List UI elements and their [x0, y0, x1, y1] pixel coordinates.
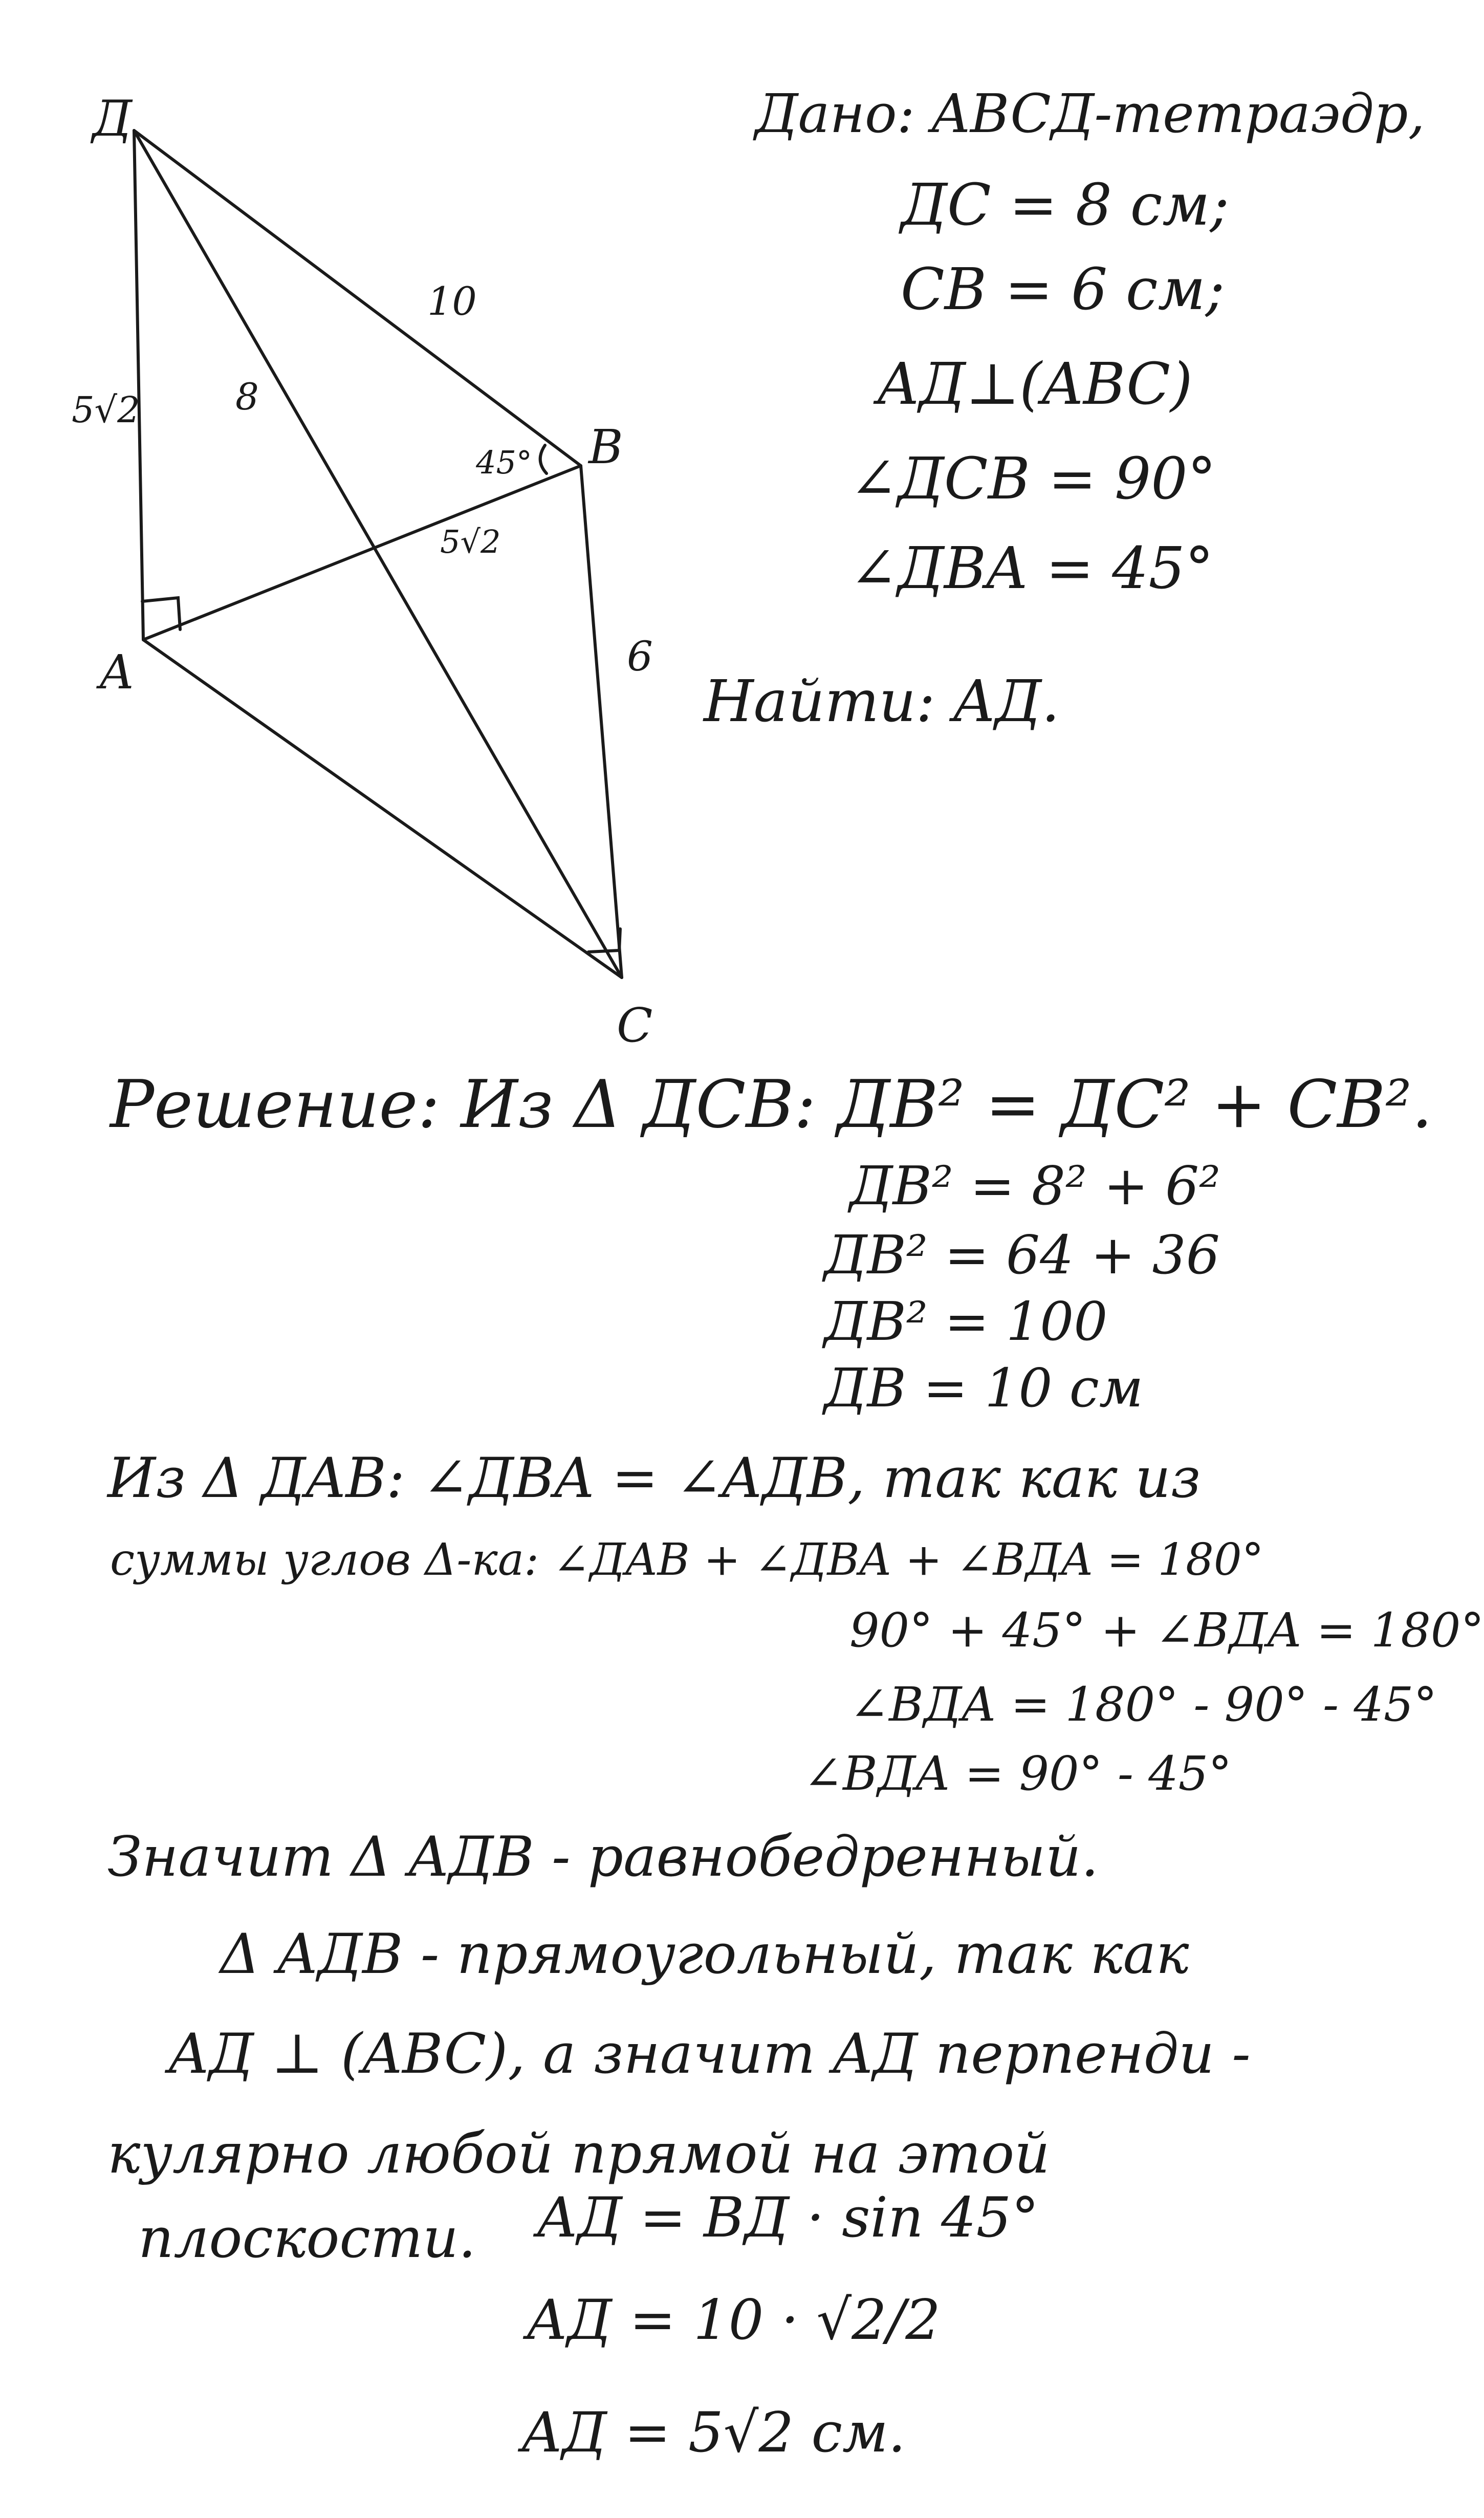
find-line: Найти: AД.: [704, 668, 1060, 735]
given-line-3: CB = 6 см;: [901, 256, 1225, 323]
given-line-2: ДC = 8 см;: [901, 172, 1229, 238]
angle-label-B: 45°: [476, 444, 532, 481]
step-line-3: ДB² = 100: [824, 1290, 1108, 1353]
given-line-6: ∠ДBA = 45°: [849, 535, 1214, 602]
vertex-label-C: C: [617, 998, 653, 1053]
edge-AC: [143, 640, 622, 978]
edge-DB: [134, 131, 581, 466]
conclusion-line-2: Δ AДB - прямоугольный, так как: [220, 1922, 1189, 1986]
edge-label-AB: 5√2: [440, 523, 501, 560]
given-line-1: Дано: ABCД-тетраэдр,: [755, 82, 1425, 145]
step-line-4: ДB = 10 см: [824, 1357, 1144, 1419]
edge-DC: [134, 131, 622, 978]
dab-line-1: Из Δ ДAB: ∠ДBA = ∠AДB, так как из: [107, 1446, 1201, 1510]
given-line-5: ∠ДCB = 90°: [849, 446, 1216, 512]
vertex-label-A: A: [100, 645, 134, 700]
edge-label-AD: 5√2: [72, 389, 140, 431]
edge-DA: [134, 131, 143, 640]
angle-step-2: ∠BДA = 180° - 90° - 45°: [849, 1677, 1437, 1732]
step-line-2: ДB² = 64 + 36: [824, 1224, 1220, 1286]
conclusion-line-1: Значит Δ AДB - равнобедренный.: [107, 1825, 1099, 1889]
edge-label-DB: 10: [427, 278, 477, 324]
conclusion-line-4: кулярно любой прямой на этой: [107, 2122, 1050, 2186]
right-angle-mark-A: [142, 598, 180, 630]
vertex-label-D: Д: [92, 90, 133, 147]
final-line-2: AД = 10 · √2/2: [527, 2288, 941, 2352]
vertex-label-B: B: [588, 420, 623, 474]
tetrahedron-figure: [0, 0, 665, 1053]
dab-line-2: суммы углов Δ-ка: ∠ДAB + ∠ДBA + ∠BДA = 180°: [110, 1534, 1264, 1586]
edge-label-BC: 6: [627, 633, 653, 680]
angle-step-1: 90° + 45° + ∠BДA = 180°: [849, 1603, 1484, 1658]
final-line-1: AД = BД · sin 45°: [537, 2186, 1039, 2250]
angle-arc-B: [540, 445, 547, 473]
conclusion-line-5: плоскости.: [138, 2206, 476, 2270]
conclusion-line-3: AД ⊥ (ABC), а значит AД перпенди -: [169, 2022, 1251, 2086]
step-line-1: ДB² = 8² + 6²: [849, 1155, 1220, 1217]
edge-BC: [581, 466, 622, 978]
given-line-4: AД⊥(ABC): [878, 351, 1193, 418]
edge-label-DC: 8: [235, 375, 259, 418]
solution-intro: Решение: Из Δ ДCB: ДB² = ДC² + CB².: [110, 1067, 1433, 1143]
final-line-3: AД = 5√2 см.: [522, 2401, 906, 2465]
edge-AB: [143, 466, 581, 640]
angle-step-3: ∠BДA = 90° - 45°: [803, 1746, 1232, 1801]
